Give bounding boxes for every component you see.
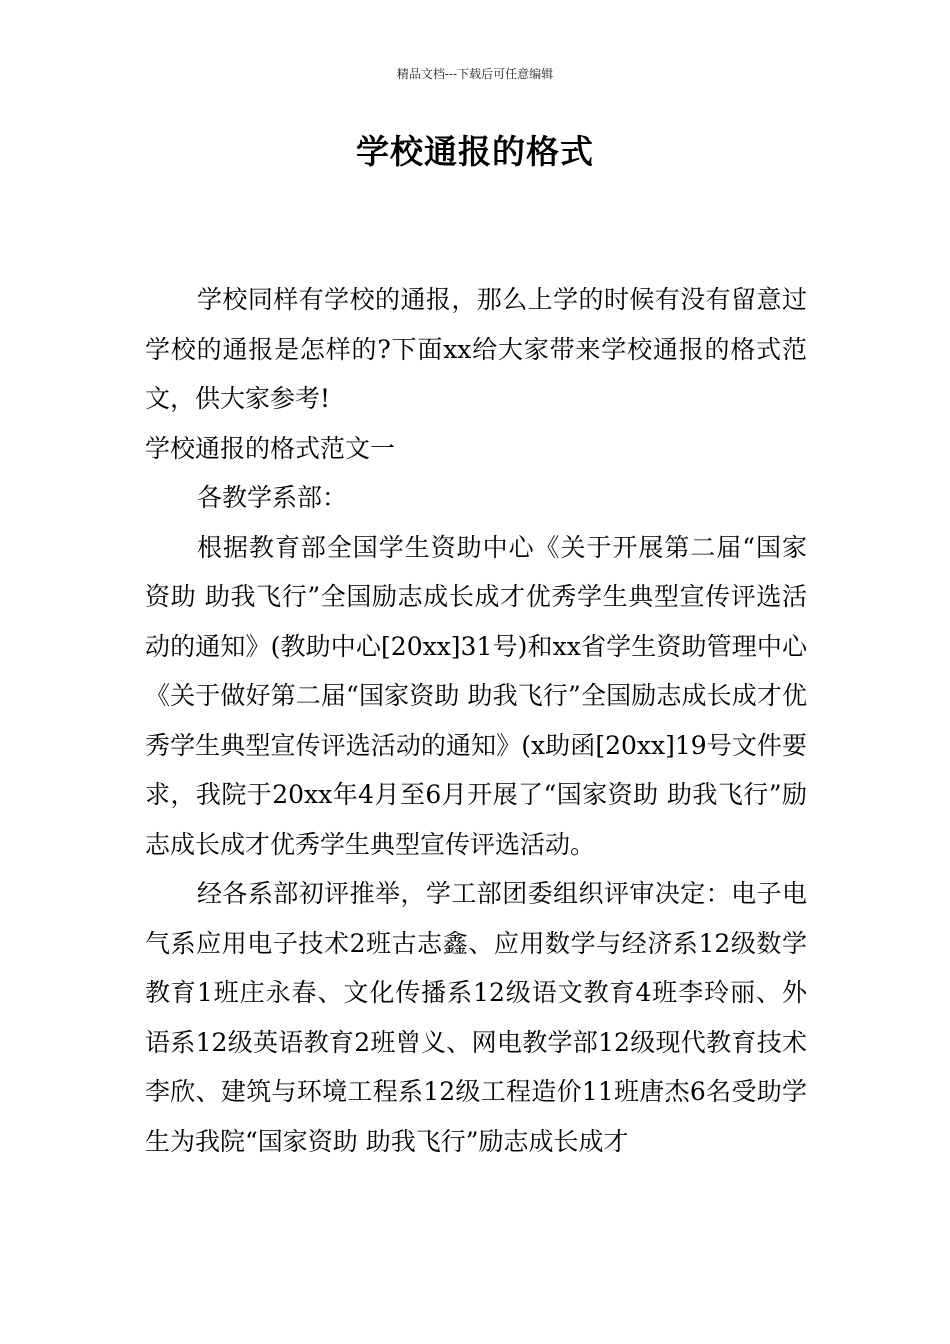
- salutation: 各教学系部：: [197, 483, 348, 512]
- section-heading: 学校通报的格式范文一: [145, 433, 396, 463]
- document-body: [145, 275, 807, 1166]
- body-paragraph: 经各系部初评推举，学工部团委组织评审决定：电子电气系应用电子技术2班古志鑫、应用数学与经济系12级数学教育1班庄永春、文化传播系12级语文教育4班李玲丽、外语系12级英语教育2班曾义、网电教学部12级现代教育技术李欣、建筑与环境工程系12级工程造价11班唐杰6名受助学生为我院“国家资助 助我飞行”励志成长成才: [145, 879, 807, 1156]
- intro-paragraph: 学校同样有学校的通报，那么上学的时候有没有留意过学校的通报是怎样的?下面xx给大家带来学校通报的格式范文，供大家参考!: [145, 285, 807, 413]
- page-header: 精品文档---下载后可任意编辑: [396, 67, 554, 81]
- body-paragraph: 根据教育部全国学生资助中心《关于开展第二届“国家资助 助我飞行”全国励志成长成才优秀学生典型宣传评选活动的通知》(教助中心[20xx]31号)和xx省学生资助管理中心《关于做好第二届“国家资助 助我飞行”全国励志成长成才优秀学生典型宣传评选活动的通知》(x助函[20xx]19号文件要求，我院于20xx年4月至6月开展了“国家资助 助我飞行”励志成长成才优秀学生典型宣传评选活动。: [145, 532, 807, 859]
- document-title: 学校通报的格式: [356, 132, 594, 171]
